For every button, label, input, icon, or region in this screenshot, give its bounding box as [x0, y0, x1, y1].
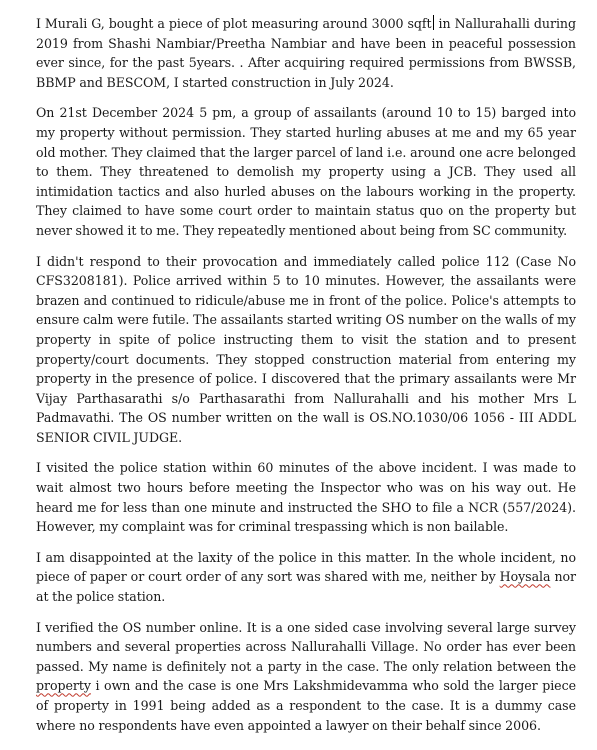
text-cursor [433, 15, 434, 30]
paragraph-text: I am disappointed at the laxity of the police in this matter. In the whole incident, no piece of paper or court order of any sort was shared with me, neither by [36, 549, 576, 585]
paragraph-text: in Nallurahalli during 2019 from Shashi Nambiar/Preetha Nambiar and have been in peaceful possession ever since, for the past 5years. . After acquiring required permissions from BWSSB, BBMP and BESCOM, I started construction in July 2024. [36, 16, 576, 90]
paragraph-text: nor at the police station. [36, 569, 577, 605]
paragraph-text: I Murali G, bought a piece of plot measuring around 3000 sqft [36, 16, 432, 31]
spellcheck-flagged-word[interactable]: Hoysala [499, 569, 551, 585]
paragraph-os-verification [36, 618, 576, 736]
paragraph-police-call: I didn't respond to their provocation and immediately called police 112 (Case No CFS3208181). Police arrived within 5 to 10 minutes. However, the assailants were brazen and continued to ridicule/abuse me in front of the police. Police's attempts to ensure calm were futile. The assailants started writing OS number on the walls of my property in spite of police instructing them to visit the station and to present property/court documents. They stopped construction material from entering my property in the presence of police. I discovered that the primary assailants were Mr Vijay Parthasarathi s/o Parthasarathi from Nallurahalli and his mother Mrs L Padmavathi. The OS number written on the wall is OS.NO.1030/06 1056 - III ADDL SENIOR CIVIL JUDGE. [36, 253, 576, 445]
paragraph-purchase [36, 14, 576, 92]
document-page [36, 14, 576, 746]
grammar-flagged-word[interactable]: property [36, 678, 91, 694]
paragraph-police-station: I visited the police station within 60 minutes of the above incident. I was made to wait almost two hours before meeting the Inspector who was on his way out. He heard me for less than one minute and instructed the SHO to file a NCR (557/2024). However, my complaint was for criminal trespassing which is non bailable. [36, 460, 576, 535]
paragraph-incident: On 21st December 2024 5 pm, a group of assailants (around 10 to 15) barged into my property without permission. They started hurling abuses at me and my 65 year old mother. They claimed that the larger parcel of land i.e. around one acre belonged to them. They threatened to demolish my property using a JCB. They used all intimidation tactics and also hurled abuses on the labours working in the property. They claimed to have some court order to maintain status quo on the property but never showed it to me. They repeatedly mentioned about being from SC community. [36, 105, 576, 238]
paragraph-disappointment [36, 548, 576, 607]
paragraph-text: i own and the case is one Mrs Lakshmidevamma who sold the larger piece of property in 1991 being added as a respondent to the case. It is a dummy case where no respondents have even appointed a lawyer on their behalf since 2006. [36, 678, 576, 733]
paragraph-text: I verified the OS number online. It is a one sided case involving several large survey numbers and several properties across Nallurahalli Village. No order has ever been passed. My name is definitely not a party in the case. The only relation between the [36, 619, 576, 674]
